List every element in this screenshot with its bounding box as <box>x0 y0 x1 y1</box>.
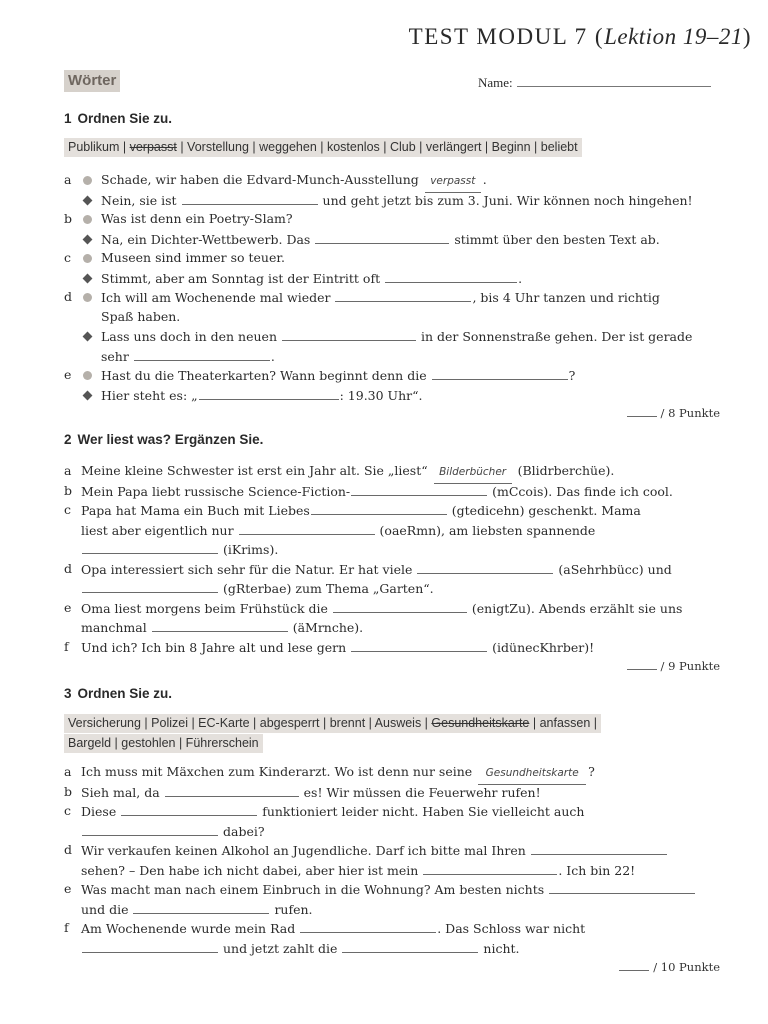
answer-blank[interactable] <box>82 578 218 593</box>
answer-blank[interactable] <box>165 782 299 797</box>
section-label: Wörter <box>64 70 120 92</box>
speaker-a-icon <box>83 215 92 224</box>
answer-blank[interactable] <box>315 229 449 244</box>
exercise-2-item-f: f Und ich? Ich bin 8 Jahre alt und lese gern (idünecKhrber)! <box>64 638 595 655</box>
exercise-1-heading: 1 Ordnen Sie zu. <box>64 111 173 126</box>
answer-blank[interactable] <box>82 938 218 953</box>
points-line[interactable] <box>619 958 649 971</box>
speaker-a-icon <box>83 371 92 380</box>
exercise-1-item-d-2: Lass uns doch in den neuen in der Sonnenstraße gehen. Der ist gerade <box>64 326 724 346</box>
exercise-3-lines <box>64 762 724 957</box>
exercise-1-item-a-2: Nein, sie ist und geht jetzt bis zum 3. Juni. Wir können noch hingehen! <box>64 190 724 210</box>
answer-blank[interactable] <box>152 617 288 632</box>
exercise-3-heading: 3 Ordnen Sie zu. <box>64 686 173 701</box>
answer-blank[interactable] <box>133 899 269 914</box>
answer-blank[interactable] <box>333 598 467 613</box>
exercise-3-item-c-cont: dabei? <box>64 821 724 841</box>
answer-blank[interactable] <box>82 539 218 554</box>
exercise-1-item-a-1: a Schade, wir haben die Edvard-Munch-Ausstellung verpasst . <box>64 170 724 190</box>
exercise-3-points: / 10 Punkte <box>619 958 720 974</box>
answer-blank[interactable] <box>549 879 695 894</box>
answer-blank[interactable] <box>199 385 339 400</box>
exercise-2-item-c: c Papa hat Mama ein Buch mit Liebes (gtedicehn) geschenkt. Mama <box>64 502 641 518</box>
exercise-3-item-a: a Ich muss mit Mäxchen zum Kinderarzt. Wo ist denn nur seine Gesundheitskarte ? <box>64 762 724 782</box>
exercise-1-item-d-1-cont: Spaß haben. <box>101 308 181 324</box>
exercise-1-item-b-2: Na, ein Dichter-Wettbewerb. Das stimmt über den besten Text ab. <box>64 229 724 249</box>
exercise-3-item-d-cont: sehen? – Den habe ich nicht dabei, aber hier ist mein . Ich bin 22! <box>64 860 724 880</box>
answer-blank[interactable] <box>385 268 517 283</box>
exercise-2-item-e: e Oma liest morgens beim Frühstück die (enigtZu). Abends erzählt sie uns <box>64 599 683 616</box>
answer-blank[interactable] <box>342 938 478 953</box>
points-line[interactable] <box>627 657 657 670</box>
exercise-1-item-e-2: Hier steht es: „ : 19.30 Uhr“. <box>64 385 724 405</box>
answer-blank[interactable] <box>239 520 375 535</box>
exercise-3-item-b: b Sieh mal, da es! Wir müssen die Feuerwehr rufen! <box>64 783 541 800</box>
exercise-3-item-f-cont: und jetzt zahlt die nicht. <box>64 938 724 958</box>
exercise-3-item-e: e Was macht man nach einem Einbruch in die Wohnung? Am besten nichts <box>64 879 724 899</box>
exercise-2-lines <box>64 461 724 656</box>
name-label: Name: <box>478 75 513 90</box>
exercise-1-item-c-2: Stimmt, aber am Sonntag ist der Eintritt oft . <box>64 268 724 288</box>
page-title: TEST MODUL 7 (Lektion 19–21) <box>408 24 752 49</box>
speaker-b-icon <box>82 234 92 244</box>
exercise-1-item-d-2-cont: sehr . <box>64 346 724 366</box>
answer-blank[interactable] <box>417 559 553 574</box>
exercise-3-item-c: c Diese funktioniert leider nicht. Haben Sie vielleicht auch <box>64 803 585 819</box>
exercise-1-item-d-1: d Ich will am Wochenende mal wieder , bis 4 Uhr tanzen und richtig <box>64 289 660 305</box>
exercise-3-item-e-cont: und die rufen. <box>64 899 724 919</box>
answer-example: Bilderbücher <box>434 463 512 484</box>
exercise-2-item-a: a Meine kleine Schwester ist erst ein Jahr alt. Sie „liest“ Bilderbücher (Blidrberchüe). <box>64 461 724 481</box>
exercise-1-item-c-1: c Museen sind immer so teuer. <box>64 250 285 265</box>
answer-blank[interactable] <box>531 840 667 855</box>
answer-blank[interactable] <box>134 346 270 361</box>
answer-blank[interactable] <box>423 860 557 875</box>
exercise-1-wordbox: Publikum | verpasst | Vorstellung | weggehen | kostenlos | Club | verlängert | Beginn | beliebt <box>64 138 582 157</box>
speaker-a-icon <box>83 254 92 263</box>
exercise-1-item-e-1: e Hast du die Theaterkarten? Wann beginnt denn die ? <box>64 367 576 383</box>
answer-example: verpasst <box>425 172 481 193</box>
name-field <box>478 73 711 91</box>
exercise-2-points: / 9 Punkte <box>627 657 720 673</box>
speaker-b-icon <box>82 273 92 283</box>
exercise-1-item-b-1: b Was ist denn ein Poetry-Slam? <box>64 211 293 226</box>
speaker-a-icon <box>83 293 92 302</box>
name-input-line[interactable] <box>517 73 711 87</box>
speaker-b-icon <box>82 390 92 400</box>
answer-blank[interactable] <box>432 365 568 380</box>
answer-blank[interactable] <box>335 287 471 302</box>
exercise-2-item-b: b Mein Papa liebt russische Science-Fiction- (mCcois). Das finde ich cool. <box>64 482 673 499</box>
answer-blank[interactable] <box>282 326 416 341</box>
exercise-1-lines <box>64 170 724 404</box>
exercise-3-wordbox: Versicherung | Polizei | EC-Karte | abgesperrt | brennt | Ausweis | Gesundheitskarte | anfassen | Bargeld | gestohlen | Führerschein <box>64 714 601 753</box>
exercise-2-heading: 2 Wer liest was? Ergänzen Sie. <box>64 432 264 447</box>
answer-blank[interactable] <box>82 821 218 836</box>
answer-blank[interactable] <box>182 190 318 205</box>
exercise-2-item-c-cont1: liest aber eigentlich nur (oaeRmn), am liebsten spannende <box>64 520 724 540</box>
exercise-3-item-f: f Am Wochenende wurde mein Rad . Das Schloss war nicht <box>64 920 586 936</box>
answer-blank[interactable] <box>311 500 447 515</box>
speaker-b-icon <box>82 195 92 205</box>
exercise-2-item-d-cont: (gRterbae) zum Thema „Garten“. <box>64 578 724 598</box>
answer-blank[interactable] <box>351 481 487 496</box>
answer-example: Gesundheitskarte <box>478 764 586 785</box>
exercise-2-item-d: d Opa interessiert sich sehr für die Natur. Er hat viele (aSehrhbücc) und <box>64 560 672 577</box>
exercise-3-item-d: d Wir verkaufen keinen Alkohol an Jugendliche. Darf ich bitte mal Ihren <box>64 840 724 860</box>
answer-blank[interactable] <box>300 918 436 933</box>
speaker-b-icon <box>82 332 92 342</box>
answer-blank[interactable] <box>121 801 257 816</box>
exercise-2-item-c-cont2: (iKrims). <box>64 539 724 559</box>
exercise-2-item-e-cont: manchmal (äMrnche). <box>64 617 724 637</box>
exercise-1-points: / 8 Punkte <box>627 404 720 420</box>
speaker-a-icon <box>83 176 92 185</box>
points-line[interactable] <box>627 404 657 417</box>
answer-blank[interactable] <box>351 637 487 652</box>
